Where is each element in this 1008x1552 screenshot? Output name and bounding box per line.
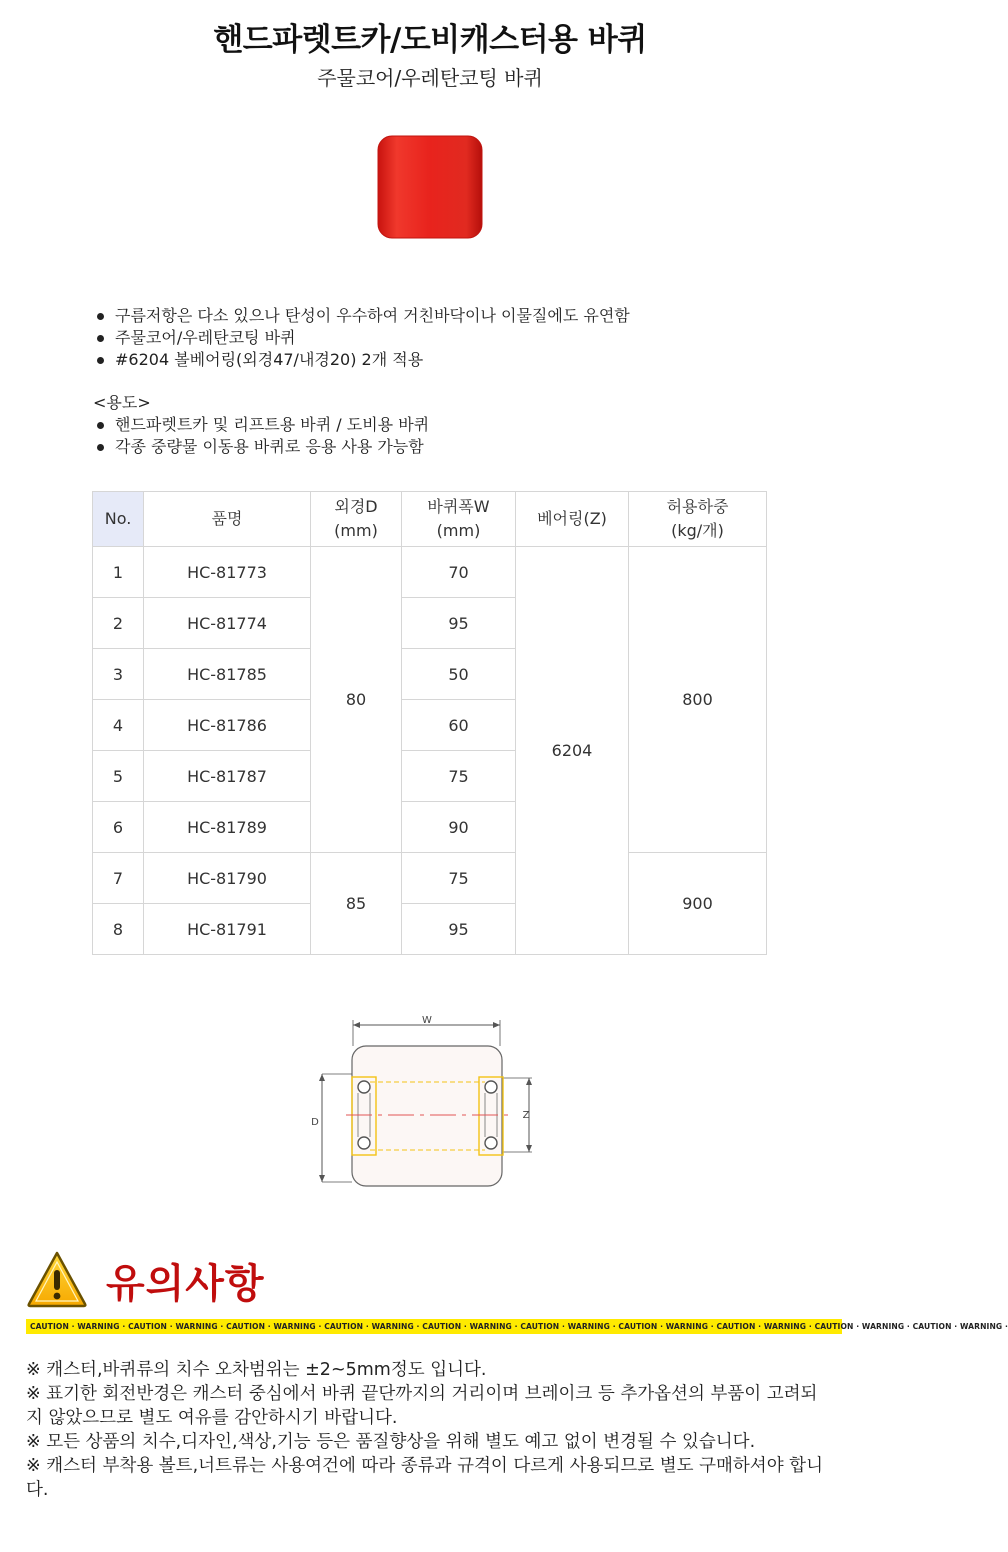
caution-note: ※ 표기한 회전반경은 캐스터 중심에서 바퀴 끝단까지의 거리이며 브레이크 등 추가옵션의 부품이 고려되지 않았으므로 별도 여유를 감안하시기 바랍니다.	[26, 1384, 818, 1428]
cell-no: 2	[93, 598, 144, 649]
cell-name: HC-81774	[144, 598, 311, 649]
usage-item: 핸드파렛트카 및 리프트용 바퀴 / 도비용 바퀴	[93, 414, 429, 436]
col-header-outer-d: 외경D (mm)	[311, 492, 402, 547]
cell-width: 60	[402, 700, 516, 751]
cell-load: 900	[629, 853, 767, 955]
caution-notes	[26, 1358, 834, 1502]
col-header-width-w: 바퀴폭W (mm)	[402, 492, 516, 547]
wheel-dimension-diagram	[300, 1010, 560, 1210]
cell-width: 90	[402, 802, 516, 853]
col-header-no: No.	[93, 492, 144, 547]
cell-no: 4	[93, 700, 144, 751]
cell-width: 50	[402, 649, 516, 700]
cell-no: 7	[93, 853, 144, 904]
cell-width: 95	[402, 904, 516, 955]
cell-outer-d: 85	[311, 853, 402, 955]
feature-list	[93, 305, 630, 371]
table-row	[93, 853, 767, 904]
cell-no: 1	[93, 547, 144, 598]
usage-item: 각종 중량물 이동용 바퀴로 응용 사용 가능함	[93, 436, 429, 458]
caution-note: ※ 캐스터 부착용 볼트,너트류는 사용여건에 따라 종류과 규격이 다르게 사용되므로 별도 구매하셔야 합니다.	[26, 1456, 823, 1500]
cell-bearing: 6204	[516, 547, 629, 955]
cell-load: 800	[629, 547, 767, 853]
feature-item: #6204 볼베어링(외경47/내경20) 2개 적용	[93, 349, 630, 371]
cell-name: HC-81790	[144, 853, 311, 904]
caution-note: ※ 모든 상품의 치수,디자인,색상,기능 등은 품질향상을 위해 별도 예고 없이 변경될 수 있습니다.	[26, 1432, 756, 1452]
warning-triangle-icon	[26, 1250, 88, 1308]
cell-no: 3	[93, 649, 144, 700]
cell-width: 70	[402, 547, 516, 598]
table-row	[93, 547, 767, 598]
usage-heading: <용도>	[93, 393, 151, 412]
cell-no: 5	[93, 751, 144, 802]
usage-list	[93, 414, 429, 458]
caution-note: ※ 캐스터,바퀴류의 치수 오차범위는 ±2~5mm정도 입니다.	[26, 1360, 487, 1380]
cell-name: HC-81786	[144, 700, 311, 751]
cell-width: 95	[402, 598, 516, 649]
page-subtitle: 주물코어/우레탄코팅 바퀴	[317, 66, 543, 90]
caution-tape-banner: CAUTION · WARNING · CAUTION · WARNING · CAUTION · WARNING · CAUTION · WARNING · CAUTION · WARNING · CAUTION · WARNING · CAUTION · WARNING · CAUTION · WARNING · CAUTION · WARNING · CAUTION · WARNING ·	[26, 1319, 842, 1334]
cell-width: 75	[402, 853, 516, 904]
wheel-product-image	[374, 128, 486, 242]
spec-table	[92, 491, 767, 955]
cell-name: HC-81789	[144, 802, 311, 853]
cell-name: HC-81773	[144, 547, 311, 598]
cell-width: 75	[402, 751, 516, 802]
col-header-bearing: 베어링(Z)	[516, 492, 629, 547]
col-header-load: 허용하중 (kg/개)	[629, 492, 767, 547]
table-header-row	[93, 492, 767, 547]
cell-no: 6	[93, 802, 144, 853]
label-z: Z	[522, 1110, 530, 1121]
page-title: 핸드파렛트카/도비캐스터용 바퀴	[213, 22, 647, 58]
cell-no: 8	[93, 904, 144, 955]
cell-name: HC-81785	[144, 649, 311, 700]
label-w: W	[422, 1015, 432, 1026]
cell-name: HC-81787	[144, 751, 311, 802]
col-header-name: 품명	[144, 492, 311, 547]
caution-title: 유의사항	[106, 1261, 265, 1307]
cell-outer-d: 80	[311, 547, 402, 853]
label-d: D	[311, 1117, 319, 1128]
feature-item: 주물코어/우레탄코팅 바퀴	[93, 327, 630, 349]
cell-name: HC-81791	[144, 904, 311, 955]
feature-item: 구름저항은 다소 있으나 탄성이 우수하여 거친바닥이나 이물질에도 유연함	[93, 305, 630, 327]
